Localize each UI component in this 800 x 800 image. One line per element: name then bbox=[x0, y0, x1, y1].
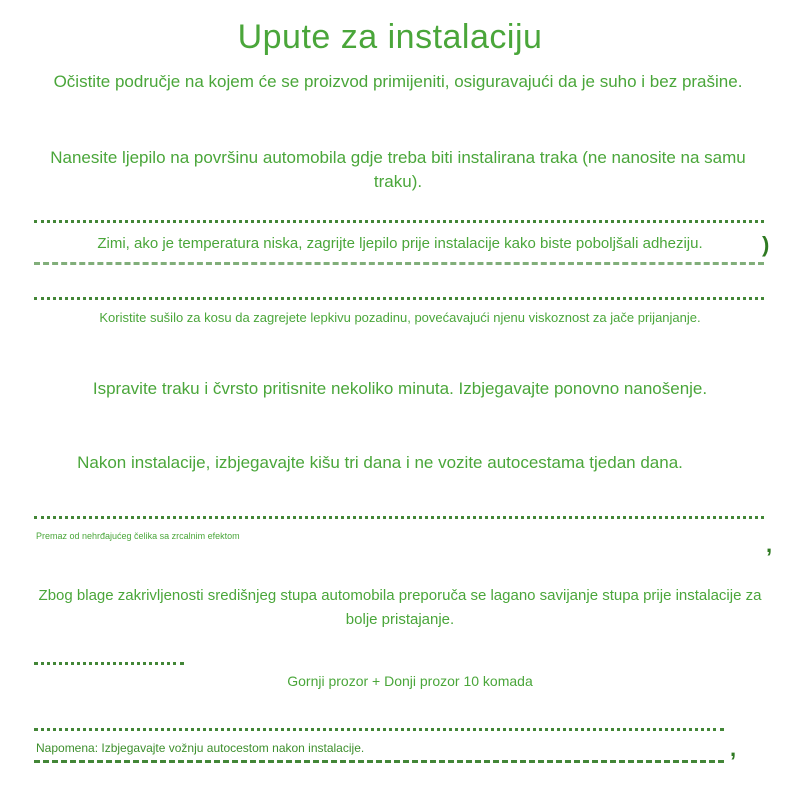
instruction-step-6: Nakon instalacije, izbjegavajte kišu tri dana i ne vozite autocestama tjedan dana. bbox=[20, 450, 740, 476]
instruction-step-4: Koristite sušilo za kosu da zagrejete lepkivu pozadinu, povećavajući njenu viskoznost za jače prijanjanje. bbox=[40, 306, 760, 330]
noise-mark: , bbox=[730, 736, 737, 761]
page-title: Upute za instalaciju bbox=[237, 18, 543, 56]
background-noise-stroke bbox=[34, 760, 724, 773]
noise-mark: , bbox=[766, 532, 773, 557]
instruction-step-1: Očistite područje na kojem će se proizvod primijeniti, osiguravajući da je suho i bez prašine. bbox=[28, 70, 768, 94]
package-contents: Gornji prozor + Donji prozor 10 komada bbox=[20, 668, 800, 694]
instruction-step-7: Zbog blage zakrivljenosti središnjeg stupa automobila preporuča se lagano savijanje stupa prije instalacije za bolje pristajanje. bbox=[30, 584, 770, 632]
instruction-step-2: Nanesite ljepilo na površinu automobila gdje treba biti instalirana traka (ne nanosite na samu traku). bbox=[28, 146, 768, 194]
material-note: Premaz od nehrđajućeg čelika sa zrcalnim efektom bbox=[36, 526, 336, 546]
instruction-step-5: Ispravite traku i čvrsto pritisnite nekoliko minuta. Izbjegavajte ponovno nanošenje. bbox=[40, 376, 760, 402]
footer-note: Napomena: Izbjegavajte vožnju autocestom nakon instalacije. bbox=[36, 738, 456, 758]
noise-mark: ) bbox=[762, 232, 770, 257]
instruction-step-3: Zimi, ako je temperatura niska, zagrijte ljepilo prije instalacije kako biste poboljšali adheziju. bbox=[40, 232, 760, 256]
background-noise-stroke bbox=[34, 262, 764, 275]
